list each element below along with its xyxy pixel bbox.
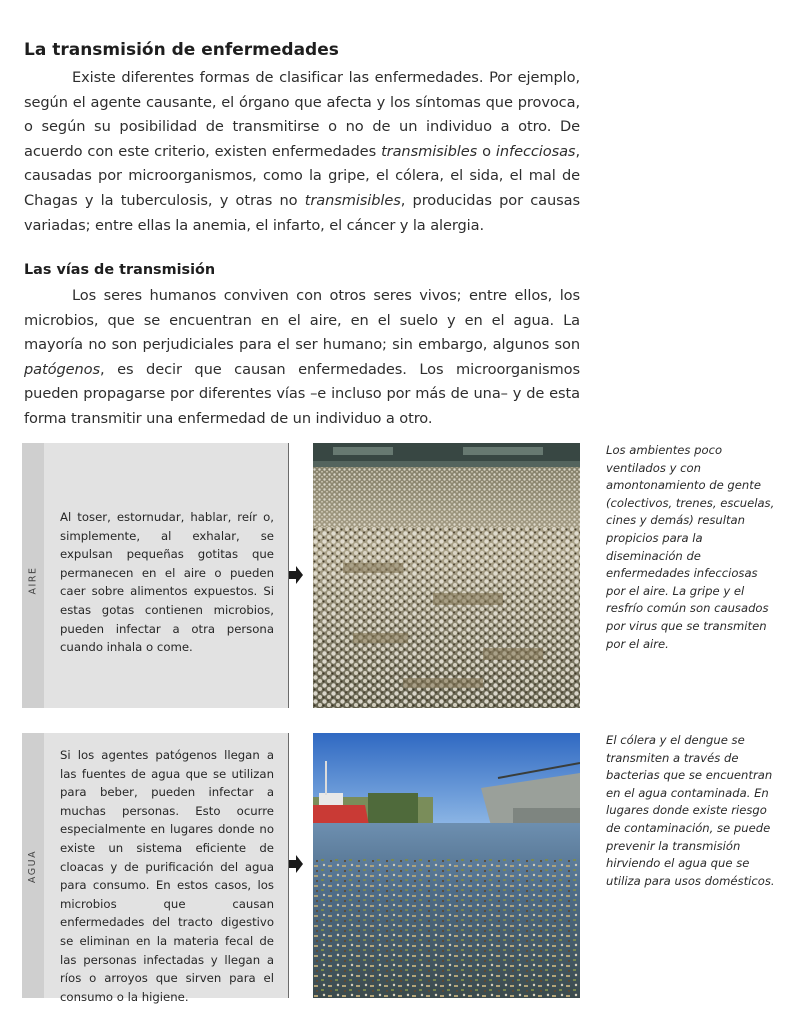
intro-em-no-transmisibles: transmisibles xyxy=(304,191,401,209)
intro-em-infecciosas: infecciosas xyxy=(495,142,576,160)
aire-description: Al toser, estornudar, hablar, reír o, simplemente, al exhalar, se expulsan pequeñas gotitas que permanecen en el aire o pueden caer sobre alimentos expuestos. Si estas gotas contienen microbios, pueden infectar a otra persona cuando inhala o come. xyxy=(60,510,274,655)
aire-arrow-icon xyxy=(288,566,304,584)
aire-tab-label: AIRE xyxy=(27,566,39,594)
intro-text-4: , producidas por causas variadas; entre ellas la anemia, el infarto, el cáncer y la alergia. xyxy=(24,191,580,234)
vias-em-patogenos: patógenos xyxy=(24,360,100,378)
agua-photo-river xyxy=(313,733,580,998)
aire-caption: Los ambientes poco ventilados y con amontonamiento de gente (colectivos, trenes, escuelas, cines y demás) resultan propicios para la diseminación de enfermedades infecciosas por el aire. La gripe y el resfrío común son causados por virus que se transmiten por el aire. xyxy=(606,443,775,651)
vias-text-2: , es decir que causan enfermedades. Los microorganismos pueden propagarse por diferentes vías –e incluso por más de una– y de esta forma transmitir una enfermedad de un individuo a otro. xyxy=(24,360,580,427)
subsection-title: Las vías de transmisión xyxy=(24,262,216,278)
intro-em-transmisibles: transmisibles xyxy=(381,142,478,160)
agua-description: Si los agentes patógenos llegan a las fuentes de agua que se utilizan para beber, pueden infectar a muchas personas. Esto ocurre especialmente en lugares donde no existe un sistema eficiente de cloacas y de purificación del agua para consumo. En estos casos, los microbios que causan enfermedades del tracto digestivo se eliminan en la materia fecal de las personas infectadas y llegan a ríos o arroyos que sirven para el consumo o la higiene. xyxy=(60,748,274,1004)
agua-arrow-icon xyxy=(288,855,304,873)
intro-text-3: , causadas por microorganismos, como la gripe, el cólera, el sida, el mal de Chagas y la tuberculosis, y otras no xyxy=(24,142,580,209)
agua-caption: El cólera y el dengue se transmiten a través de bacterias que se encuentran en el agua contaminada. En lugares donde existe riesgo de contaminación, se puede prevenir la transmisión hirviendo el agua que se utiliza para usos domésticos. xyxy=(606,733,775,888)
agua-tab-label: AGUA xyxy=(27,849,39,883)
intro-paragraph xyxy=(24,66,580,238)
vias-paragraph xyxy=(24,284,580,432)
intro-text-1: Existe diferentes formas de clasificar las enfermedades. Por ejemplo, según el agente causante, el órgano que afecta y los síntomas que provoca, o según su posibilidad de transmitirse o no de un individuo a otro. De acuerdo con este criterio, existen enfermedades xyxy=(24,69,580,160)
intro-text-2: o xyxy=(477,142,496,160)
aire-box xyxy=(22,443,289,708)
vias-text-1: Los seres humanos conviven con otros seres vivos; entre ellos, los microbios, que se encuentran en el aire, en el suelo y en el agua. La mayoría no son perjudiciales para el ser humano; sin embargo, algunos son xyxy=(24,287,580,354)
aire-tab-label-wrap xyxy=(22,565,44,595)
agua-box xyxy=(22,733,289,1004)
section-title: La transmisión de enfermedades xyxy=(24,40,339,60)
agua-tab-label-wrap xyxy=(22,849,44,883)
aire-photo-crowd xyxy=(313,443,580,708)
